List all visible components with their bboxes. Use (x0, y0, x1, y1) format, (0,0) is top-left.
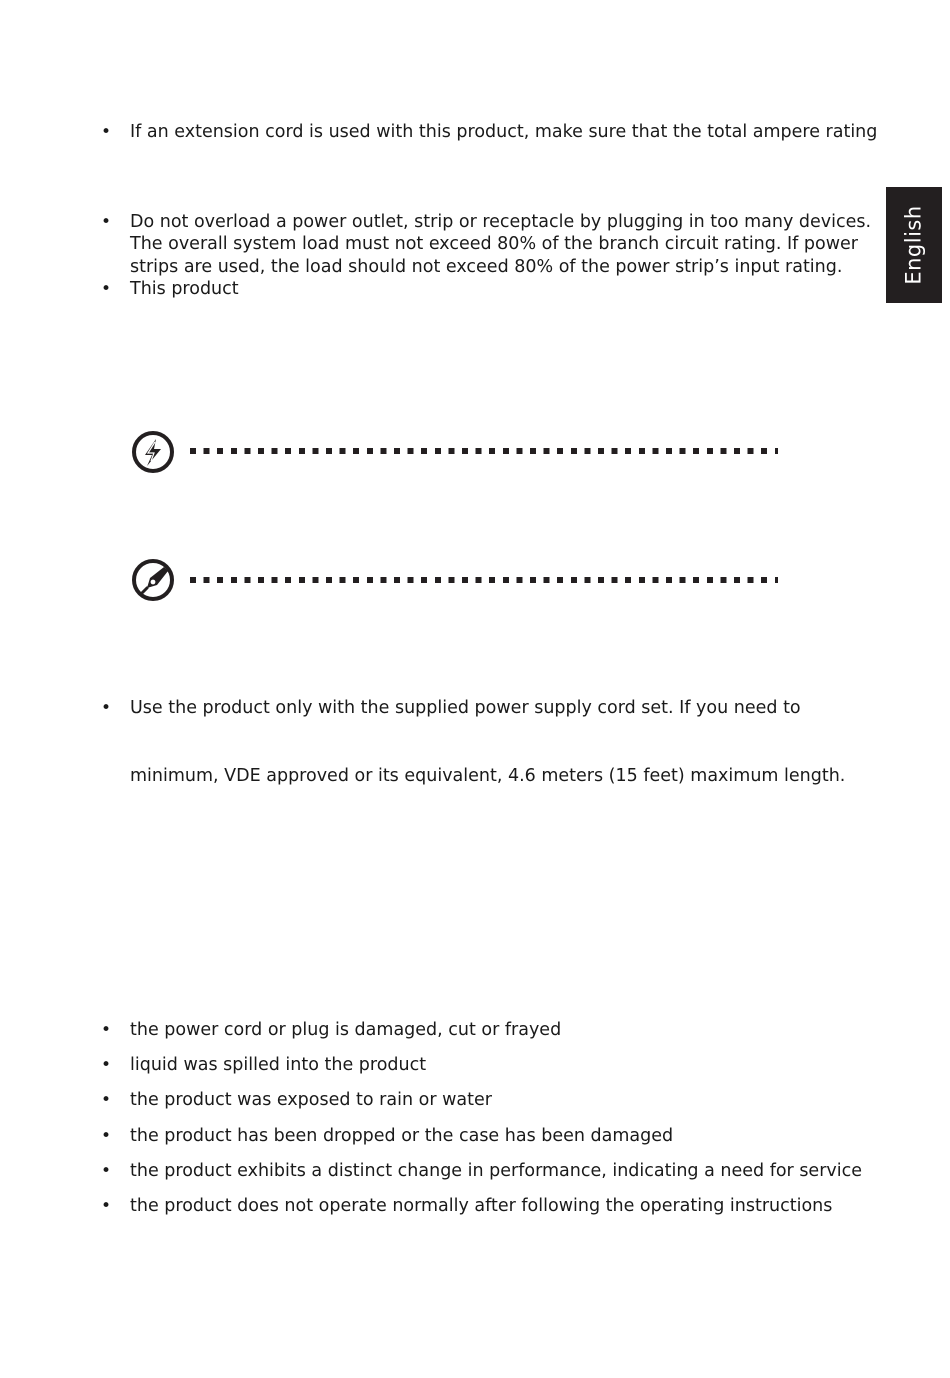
language-tab (886, 187, 942, 303)
product-grounding-text: This product (130, 279, 239, 299)
bullet: • (101, 1055, 112, 1075)
bullet: • (101, 1020, 112, 1040)
note-pen-icon (131, 558, 175, 602)
bullet: • (101, 279, 112, 299)
bullet: • (101, 122, 112, 142)
warning-dotted-rule (190, 448, 778, 454)
power-cord-text-line-1: Use the product only with the supplied power supply cord set. If you need to (130, 698, 801, 718)
service-condition-item: the product has been dropped or the case has been damaged (130, 1126, 674, 1146)
warning-bolt-icon (131, 430, 175, 474)
service-condition-item: the power cord or plug is damaged, cut or frayed (130, 1020, 562, 1040)
overload-text-line-2: The overall system load must not exceed 80% of the branch circuit rating. If power (130, 234, 858, 254)
note-dotted-rule (190, 577, 778, 583)
service-condition-item: the product was exposed to rain or water (130, 1090, 492, 1110)
bullet: • (101, 698, 112, 718)
bullet: • (101, 1090, 112, 1110)
service-condition-item: the product does not operate normally after following the operating instructions (130, 1196, 833, 1216)
bullet: • (101, 1126, 112, 1146)
overload-text-line-3: strips are used, the load should not exceed 80% of the power strip’s input rating. (130, 257, 843, 277)
bullet: • (101, 1161, 112, 1181)
service-condition-item: liquid was spilled into the product (130, 1055, 427, 1075)
bullet: • (101, 212, 112, 232)
extension-cord-text: If an extension cord is used with this product, make sure that the total ampere rating (130, 122, 878, 142)
bullet: • (101, 1196, 112, 1216)
overload-text-line-1: Do not overload a power outlet, strip or receptacle by plugging in too many devices. (130, 212, 872, 232)
service-condition-item: the product exhibits a distinct change in performance, indicating a need for service (130, 1161, 863, 1181)
language-tab-label: English (902, 205, 927, 285)
power-cord-text-line-2: minimum, VDE approved or its equivalent, 4.6 meters (15 feet) maximum length. (130, 766, 846, 786)
